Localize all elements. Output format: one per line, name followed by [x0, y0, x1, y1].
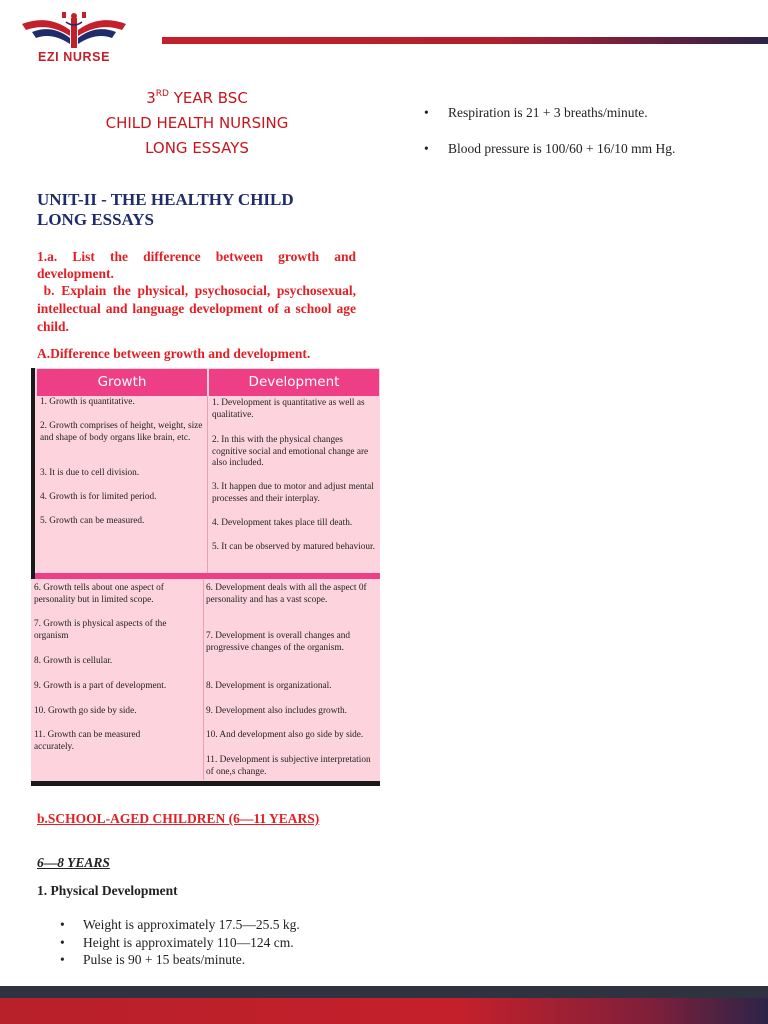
document-title — [36, 86, 358, 161]
list-item: • Blood pressure is 100/60 + 16/10 mm Hg. — [424, 141, 676, 156]
section-b-heading: b.SCHOOL-AGED CHILDREN (6—11 YEARS) — [37, 811, 320, 826]
physical-development-heading: 1. Physical Development — [37, 883, 178, 898]
table-cell: 4. Development takes place till death. — [212, 518, 353, 528]
list-item: • Respiration is 21 + 3 breaths/minute. — [424, 105, 648, 120]
table-cell: 2. In this with the physical changes cognitive social and emotional change are also included. — [212, 435, 369, 468]
physical-development-list — [60, 916, 360, 969]
title-line-3: LONG ESSAYS — [145, 139, 249, 157]
table-cell: 5. It can be observed by matured behaviour. — [212, 542, 375, 552]
question — [37, 248, 360, 336]
title-line-2: CHILD HEALTH NURSING — [105, 114, 289, 132]
bullet-icon: • — [60, 952, 65, 967]
question-part-b: b. Explain the physical, psychosocial, psychosexual, intellectual and language development of a school age child. — [37, 283, 360, 334]
growth-development-table — [31, 368, 380, 786]
table-cell: 8. Development is organizational. — [206, 681, 332, 691]
table-cell: 6. Growth tells about one aspect of personality but in limited scope. — [34, 583, 164, 605]
table-cell: 11. Development is subjective interpretation of one,s change. — [206, 755, 371, 777]
table-cell: 3. It happen due to motor and adjust mental processes and their interplay. — [212, 482, 374, 504]
table-cell: 3. It is due to cell division. — [40, 468, 140, 478]
table-header-development: Development — [209, 369, 379, 396]
bullet-icon: • — [60, 934, 65, 950]
right-column-list — [424, 104, 754, 176]
table-cell: 9. Development also includes growth. — [206, 706, 347, 716]
list-item: • Weight is approximately 17.5—25.5 kg. — [60, 917, 300, 932]
question-part-a: 1.a. List the difference between growth and development. — [37, 249, 356, 281]
table-cell: 10. And development also go side by side. — [206, 730, 364, 740]
table-cell: 7. Development is overall changes and progressive changes of the organism. — [206, 631, 351, 653]
table-cell: 6. Development deals with all the aspect 0f personality and has a vast scope. — [206, 583, 367, 605]
table-cell: 2. Growth comprises of height, weight, size and shape of body organs like brain, etc. — [40, 421, 203, 443]
header-bar — [162, 37, 768, 44]
table-cell: 11. Growth can be measured accurately. — [34, 730, 141, 752]
table-cell: 4. Growth is for limited period. — [40, 492, 157, 502]
table-cell: 1. Development is quantitative as well as qualitative. — [212, 398, 365, 420]
brand-name: EZI NURSE — [37, 50, 111, 64]
table-cell: 7. Growth is physical aspects of the organism — [34, 619, 167, 641]
unit-heading: UNIT-II - THE HEALTHY CHILD LONG ESSAYS — [37, 190, 294, 229]
age-group-heading: 6—8 YEARS — [37, 855, 110, 870]
table-cell: 1. Growth is quantitative. — [40, 397, 135, 407]
table-header-growth: Growth — [37, 369, 207, 396]
table-cell: 10. Growth go side by side. — [34, 706, 137, 716]
answer-a-heading: A.Difference between growth and development. — [37, 346, 311, 361]
list-item: • Pulse is 90 + 15 beats/minute. — [60, 952, 246, 967]
bullet-icon: • — [424, 141, 429, 156]
footer-band-red — [0, 998, 768, 1024]
table-cell: 8. Growth is cellular. — [34, 656, 113, 666]
bullet-icon: • — [60, 917, 65, 932]
list-item: • Height is approximately 110—124 cm. — [60, 934, 294, 950]
table-cell: 5. Growth can be measured. — [40, 516, 145, 526]
title-line-1: 3RD YEAR BSC — [146, 89, 248, 107]
bullet-icon: • — [424, 105, 429, 120]
table-cell: 9. Growth is a part of development. — [34, 681, 167, 691]
